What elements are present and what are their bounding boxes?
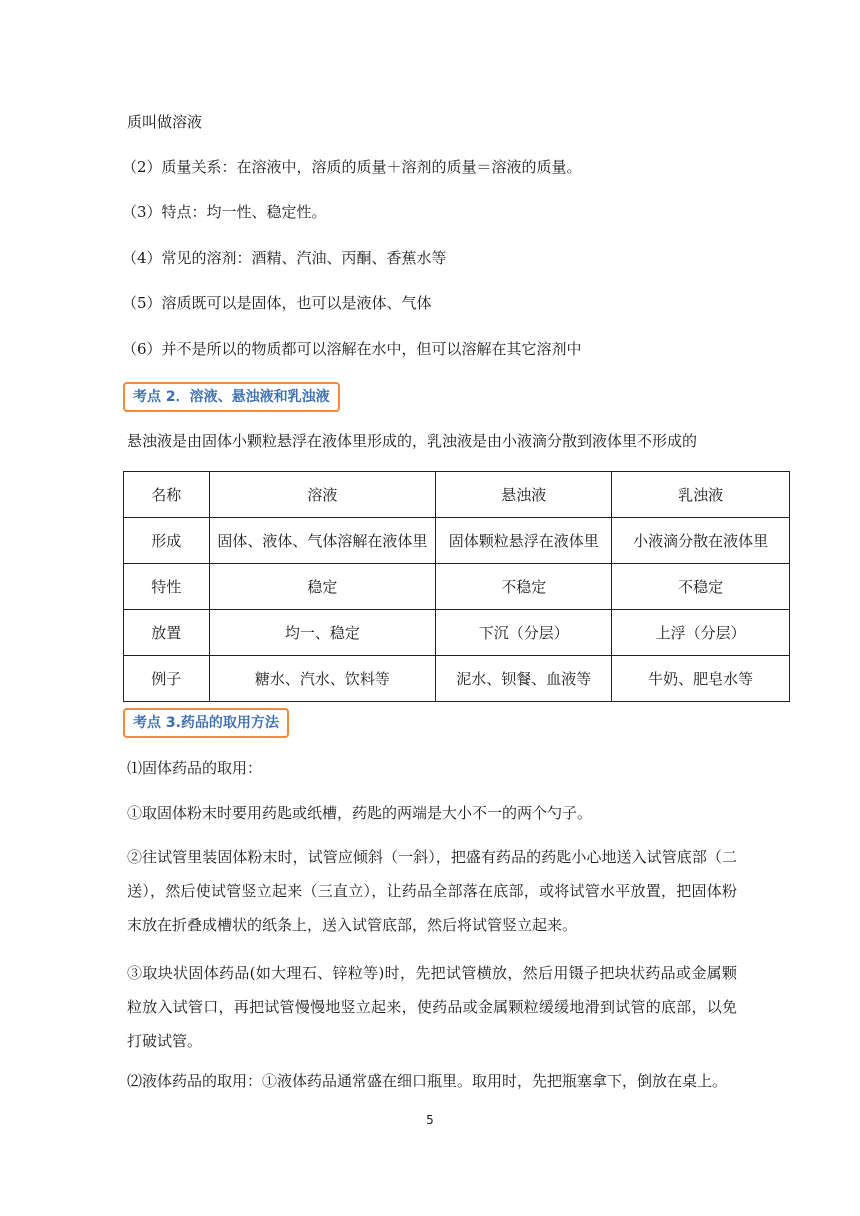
table-cell: 放置 (124, 610, 210, 656)
section-intro: 悬浊液是由固体小颗粒悬浮在液体里形成的，乳浊液是由小液滴分散到液体里不形成的 (127, 432, 698, 450)
table-row (124, 472, 790, 518)
table-cell: 糖水、汽水、饮料等 (209, 656, 436, 702)
section-heading: 考点 2．溶液、悬浊液和乳浊液 (123, 382, 340, 412)
section-heading: 考点 3.药品的取用方法 (123, 708, 289, 738)
table-row (124, 610, 790, 656)
table-cell: 泥水、钡餐、血液等 (436, 656, 612, 702)
comparison-table (123, 471, 790, 702)
table-cell: 小液滴分散在液体里 (612, 518, 790, 564)
text-line: 质叫做溶液 (127, 113, 203, 131)
table-cell: 乳浊液 (612, 472, 790, 518)
table-cell: 固体、液体、气体溶解在液体里 (209, 518, 436, 564)
table-cell: 例子 (124, 656, 210, 702)
text-line: （6）并不是所以的物质都可以溶解在水中，但可以溶解在其它溶剂中 (122, 340, 582, 358)
paragraph: ②往试管里装固体粉末时，试管应倾斜（一斜），把盛有药品的药匙小心地送入试管底部（二送），然后使试管竖立起来（三直立），让药品全部落在底部，或将试管水平放置，把固体粉末放在折叠成槽状的纸条上，送入试管底部，然后将试管竖立起来。 (127, 848, 737, 934)
table-cell: 固体颗粒悬浮在液体里 (436, 518, 612, 564)
paragraph: ⑵液体药品的取用：①液体药品通常盛在细口瓶里。取用时，先把瓶塞拿下，倒放在桌上。 (127, 1072, 728, 1090)
paragraph: ③取块状固体药品(如大理石、锌粒等)时，先把试管横放，然后用镊子把块状药品或金属颗粒放入试管口，再把试管慢慢地竖立起来，使药品或金属颗粒缓缓地滑到试管的底部，以免打破试管。 (127, 964, 737, 1050)
table-row (124, 564, 790, 610)
paragraph: ①取固体粉末时要用药匙或纸槽，药匙的两端是大小不一的两个勺子。 (127, 804, 593, 822)
table-row (124, 656, 790, 702)
table-cell: 稳定 (209, 564, 436, 610)
table-cell: 不稳定 (612, 564, 790, 610)
table-cell: 形成 (124, 518, 210, 564)
table-cell: 名称 (124, 472, 210, 518)
table-cell: 特性 (124, 564, 210, 610)
table-cell: 溶液 (209, 472, 436, 518)
table-cell: 均一、稳定 (209, 610, 436, 656)
table-cell: 不稳定 (436, 564, 612, 610)
text-line: （5）溶质既可以是固体，也可以是液体、气体 (122, 294, 432, 312)
table-cell: 上浮（分层） (612, 610, 790, 656)
table-cell: 下沉（分层） (436, 610, 612, 656)
table-cell: 悬浊液 (436, 472, 612, 518)
text-line: （3）特点：均一性、稳定性。 (122, 203, 327, 221)
table-cell: 牛奶、肥皂水等 (612, 656, 790, 702)
text-line: （2）质量关系：在溶液中，溶质的质量＋溶剂的质量＝溶液的质量。 (122, 158, 582, 176)
page-number: 5 (426, 1113, 434, 1127)
paragraph: ⑴固体药品的取用： (127, 759, 263, 777)
text-line: （4）常见的溶剂：酒精、汽油、丙酮、香蕉水等 (122, 249, 447, 267)
table-row (124, 518, 790, 564)
